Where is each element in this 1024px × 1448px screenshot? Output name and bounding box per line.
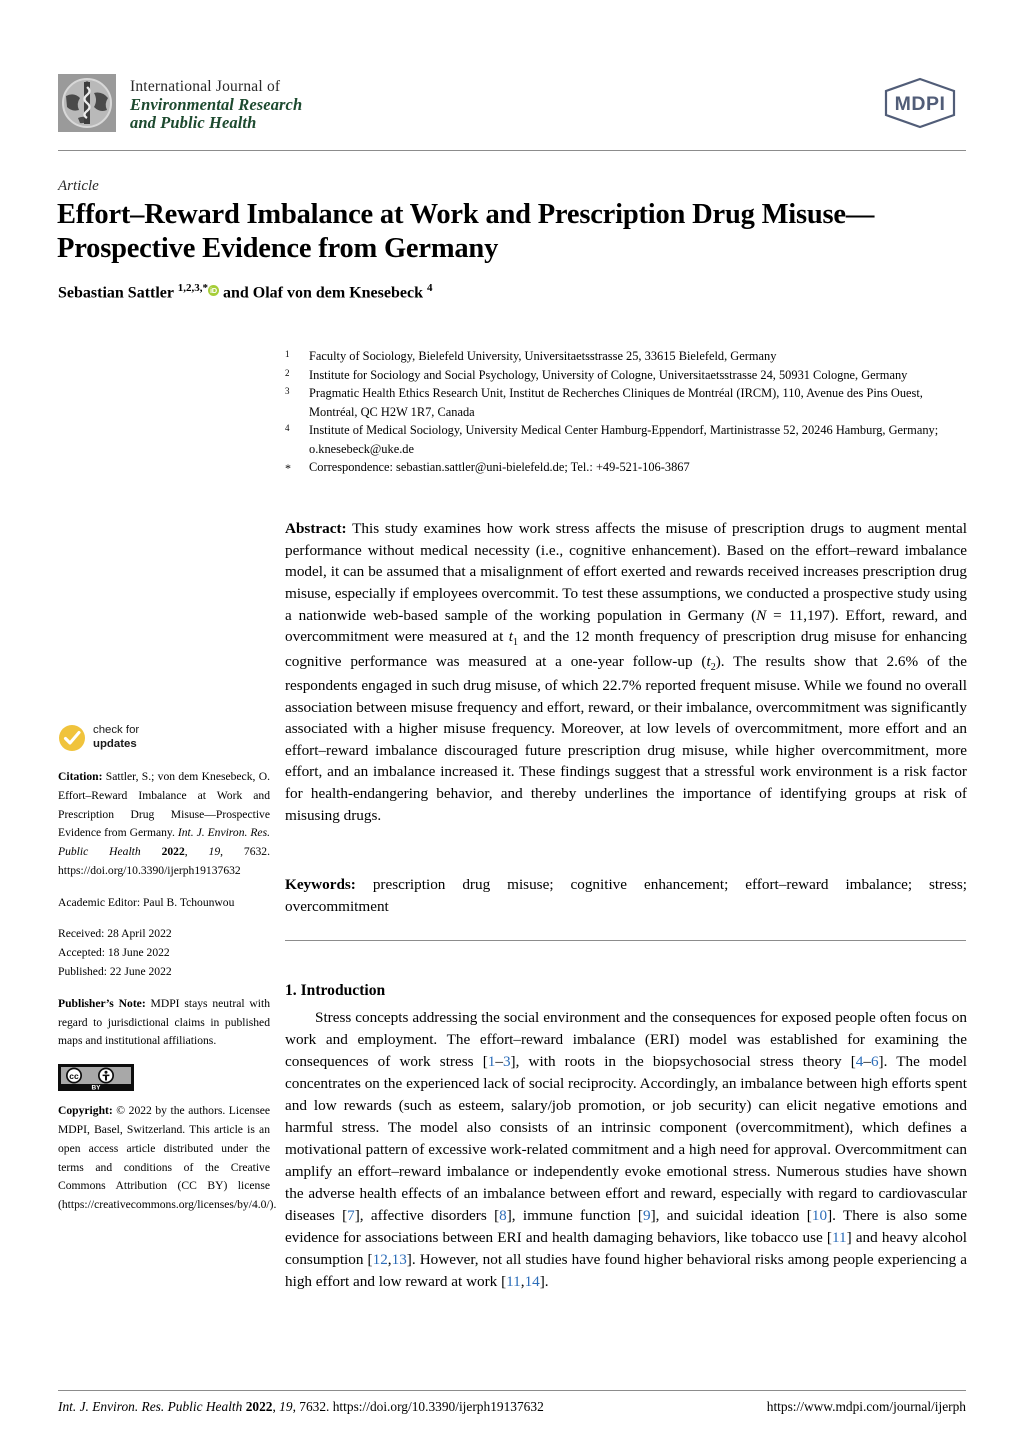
date-published: Published: 22 June 2022 xyxy=(58,965,172,979)
introduction-body xyxy=(285,1007,967,1293)
cfu-line2: updates xyxy=(93,738,137,750)
affiliation-item xyxy=(285,366,967,384)
affiliation-marker: 1 xyxy=(285,349,290,359)
affiliation-item xyxy=(285,384,967,420)
keywords-paragraph: Keywords: prescription drug misuse; cognitive enhancement; effort–reward imbalance; stress; overcommitment xyxy=(285,876,967,915)
affiliation-marker: 4 xyxy=(285,423,290,434)
journal-masthead xyxy=(58,74,966,142)
citation-block: Citation: Sattler, S.; von dem Knesebeck, O. Effort–Reward Imbalance at Work and Prescription Drug Misuse—Prospective Evidence from Germany. Int. J. Environ. Res. Public Health 2022, 19, 7632. https://doi.org/10.3390/ijerph19137632 xyxy=(58,770,270,877)
footer-citation: Int. J. Environ. Res. Public Health 2022, 19, 7632. https://doi.org/10.3390/ijerph19137632 xyxy=(58,1399,544,1414)
affiliation-text: Correspondence: sebastian.sattler@uni-bielefeld.de; Tel.: +49-521-106-3867 xyxy=(309,460,690,475)
mdpi-hexagon-logo xyxy=(874,74,966,132)
affiliation-item xyxy=(285,421,967,457)
footer-journal-url[interactable]: https://www.mdpi.com/journal/ijerph xyxy=(766,1399,966,1414)
svg-text:MDPI: MDPI xyxy=(894,93,946,115)
page-title: Effort–Reward Imbalance at Work and Prescription Drug Misuse—Prospective Evidence from Germany xyxy=(57,199,875,264)
creative-commons-by-icon[interactable] xyxy=(58,1064,134,1091)
affiliation-text: Pragmatic Health Ethics Research Unit, Institut de Recherches Cliniques de Montréal (IRCM), 110, Avenue des Pins Ouest, Montréal, QC H2W 1R7, Canada xyxy=(309,386,923,419)
affiliation-marker: 3 xyxy=(285,386,290,397)
section-heading-introduction: 1. Introduction xyxy=(285,982,386,999)
cfu-line1: check for xyxy=(93,724,140,737)
academic-editor: Academic Editor: Paul B. Tchounwou xyxy=(58,895,235,909)
paragraph: Stress concepts addressing the social environment and the consequences for exposed people often focus on work and employment. The effort–reward imbalance (ERI) model was established for examining the consequences of work stress [1–3], with roots in the biopsychosocial stress theory [4–6]. The model concentrates on the experienced lack of social reciprocity. Accordingly, an imbalance between high efforts spent and low rewards (such as esteem, salary/job promotion, or job security) can elicit negative emotions and harmful stress. The model also consists of an intrinsic component (overcommitment), which defines a motivational pattern of excessive work-related commitment and a high need for approval. Overcommitment can amplify an effort–reward imbalance or independently evoke emotional stress. Numerous studies have shown the adverse health effects of an imbalance between effort and reward, especially with regard to cardiovascular diseases [7], affective disorders [8], immune function [9], and suicidal ideation [10]. There is also some evidence for associations between ERI and health damaging behaviors, like tobacco use [11] and heavy alcohol consumption [12,13]. However, not all studies have found higher behavioral risks among people experiencing a high effort and low reward at work [11,14]. xyxy=(285,1009,968,1291)
article-type-label: Article xyxy=(58,178,99,194)
affiliation-marker: * xyxy=(285,461,291,476)
orcid-icon[interactable]: iD xyxy=(208,285,219,296)
date-accepted: Accepted: 18 June 2022 xyxy=(58,946,170,960)
check-circle-icon xyxy=(58,724,86,752)
check-for-updates-label xyxy=(93,724,139,751)
masthead-divider xyxy=(58,150,966,151)
journal-title-line3: and Public Health xyxy=(130,113,257,133)
check-for-updates-badge[interactable] xyxy=(58,724,270,752)
abstract-paragraph: Abstract: This study examines how work stress affects the misuse of prescription drugs to augment mental performance without medical necessity (i.e., cognitive enhancement). Based on the effort–reward imbalance model, it can be assumed that a misalignment of effort exerted and rewards received increases prescription drug misuse, especially if employees overcommit. To test these assumptions, we conducted a prospective study using a nationwide web-based sample of the working population in Germany (N = 11,197). Effort, reward, and overcommitment were measured at $t_1$ and the 12 month frequency of prescription drug misuse for enhancing cognitive performance was measured at a one-year follow-up $(t_2)$. The results show that 2.6% of the respondents engaged in such drug misuse, of which 22.7% reported frequent misuse. While we found no overall association between misuse frequency and effort, reward, or their imbalance, overcommitment was significantly associated with a higher misuse frequency. Moreover, at low levels of overcommitment, more effort and an effort–reward imbalance discouraged future prescription drug misuse, while higher overcommitment, more effort, and an imbalance increased it. These findings suggest that a stressful work environment is a risk factor for health-endangering behavior, and thereby underlines the importance of identifying groups at risk of misusing drugs. xyxy=(285,520,967,824)
journal-title xyxy=(130,74,302,133)
svg-text:cc: cc xyxy=(69,1071,79,1082)
affiliation-marker: 2 xyxy=(285,367,290,378)
affiliation-text: Faculty of Sociology, Bielefeld University, Universitaetsstrasse 25, 33615 Bielefeld, Germany xyxy=(309,349,777,363)
globe-caduceus-icon xyxy=(58,74,116,132)
affiliation-item xyxy=(285,347,967,365)
journal-brand xyxy=(58,74,302,133)
page-footer xyxy=(58,1399,966,1415)
publication-dates xyxy=(58,925,270,981)
article-sidebar xyxy=(58,724,277,1228)
author-list: Sebastian Sattler $^{1,2,3,*}$ iD and Olaf von dem Knesebeck $^4$ xyxy=(58,282,433,302)
publisher-note: Publisher’s Note: MDPI stays neutral with regard to jurisdictional claims in published maps and institutional affiliations. xyxy=(58,996,270,1048)
affiliation-text: Institute of Medical Sociology, University Medical Center Hamburg-Eppendorf, Martinistrasse 52, 20246 Hamburg, Germany; o.knesebeck@uke.de xyxy=(309,423,939,456)
affiliation-list xyxy=(285,347,967,479)
date-received: Received: 28 April 2022 xyxy=(58,927,172,941)
footer-divider xyxy=(58,1390,966,1391)
journal-title-line1: International Journal of xyxy=(130,78,281,95)
svg-text:BY: BY xyxy=(91,1084,101,1092)
affiliation-item-correspondence xyxy=(285,458,967,478)
journal-title-line2: Environmental Research xyxy=(130,94,303,114)
copyright-block: Copyright: © 2022 by the authors. Licensee MDPI, Basel, Switzerland. This article is an open access article distributed under the terms and conditions of the Creative Commons Attribution (CC BY) license (https://creativecommons.org/licenses/by/4.0/). xyxy=(58,1104,277,1212)
abstract-divider xyxy=(285,940,966,941)
affiliation-text: Institute for Sociology and Social Psychology, University of Cologne, Universitaetsstrasse 24, 50931 Cologne, Germany xyxy=(309,367,908,382)
